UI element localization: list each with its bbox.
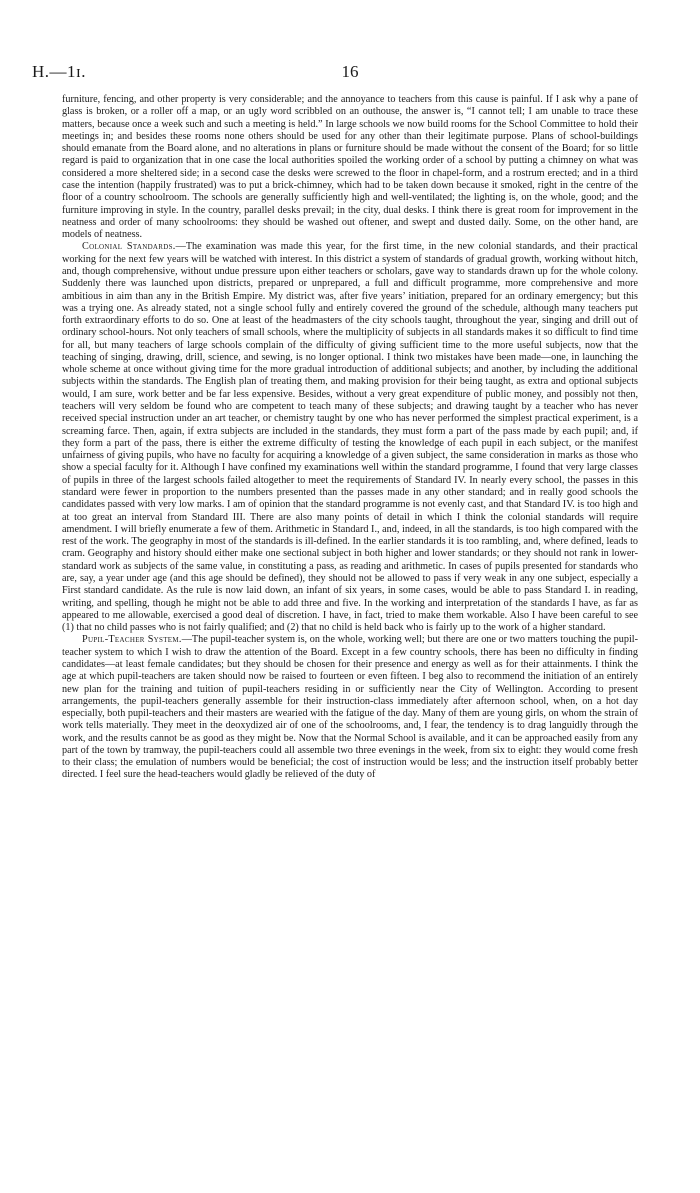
section-heading-colonial-standards: Colonial Standards. xyxy=(82,241,176,253)
paragraph-text: furniture, fencing, and other property is very considerable; and the annoyance to teachers from this cause is painful. If I ask why a pane of glass is broken, or a roller off a map, or an ugly word scribbled on an outhouse, the answer is, “I cannot tell; I am unable to trace these matters, because once a week such and such a meeting is held.” In large schools we now build rooms for the School Committee to hold their meetings in; and besides these rooms none others should be used for any other than their legitimate purpose. Plans of school-buildings should emanate from the Board alone, and no alterations in plans or furniture should be made without the consent of the Board; for so little regard is paid to organization that in one case the local authorities spoiled the working order of a school by putting a chimney on what was considered a more sheltered side; in a second case the desks were screwed to the floor in chapel-form, and a rostrum erected; and in a third case the intention (happily frustrated) was to put a brick-chimney, which had to be taken down because it smoked, right in the centre of the floor of a country schoolroom. The schools are generally sufficiently high and well-ventilated; the lighting is, on the whole, good; and the furniture improving in style. In the country, parallel desks prevail; in the city, dual desks. I think there is great room for improvement in the neatness and order of many schoolrooms: they should be washed out oftener, and swept and dusted daily. Some, on the other hand, are models of neatness. xyxy=(62,94,638,241)
document-reference: H.—1ɪ. xyxy=(32,62,86,81)
page-number: 16 xyxy=(341,62,359,81)
paragraph-furniture xyxy=(62,94,638,241)
page-header xyxy=(32,62,668,84)
paragraph-text: —The pupil-teacher system is, on the whole, working well; but there are one or two matters touching the pupil-teacher system to which I wish to draw the attention of the Board. Except in a few country schools, there has been no difficulty in finding candidates—at least female candidates; but they should be chosen for their presence and energy as well as for their attainments. I think the age at which pupil-teachers are taken should now be raised to fourteen or even fifteen. I beg also to recommend the initiation of an entirely new plan for the training and tuition of pupil-teachers residing in or sufficiently near the City of Wellington. According to present arrangements, the pupil-teachers generally assemble for their instruction-class immediately after afternoon school, when, on a hot day especially, both pupil-teachers and their masters are wearied with the fatigue of the day. Many of them are young girls, on whom the strain of work tells materially. They meet in the deoxydized air of one of the schoolrooms, and, I fear, the tendency is to drag languidly through the work, and the results cannot be as good as they might be. Now that the Normal School is available, and it can be approached easily from any part of the town by tramway, the pupil-teachers could all assemble two three evenings in the week, from six to eight: they would come fresh to their class; the emulation of numbers would be beneficial; the cost of instruction would be less; and the instruction itself probably better directed. I feel sure the head-teachers would gladly be relieved of the duty of xyxy=(62,634,639,781)
paragraph-text: —The examination was made this year, for the first time, in the new colonial standards, and their practical working for the next few years will be watched with interest. In this district a system of standards of gradual growth, working without hitch, and, though comprehensive, without undue pressure upon either teachers or scholars, gave way to standards drawn up for the whole colony. Suddenly there was launched upon districts, prepared or unprepared, a full and difficult programme, more comprehensive and more ambitious in aim than any in the British Empire. My district was, after five years’ initiation, prepared for an ordinary emergency; but this was a trying one. As already stated, not a single school fully and entirely covered the ground of the schedule, although many teachers put forth extraordinary efforts to do so. One at least of the headmasters of the city schools taught, throughout the year, singing and drill out of ordinary school-hours. Not only teachers of small schools, where the multiplicity of subjects in all standards makes it so difficult to find time for all, but many teachers of large schools complain of the difficulty of giving sufficient time to the more useful subjects, now that the teaching of singing, drawing, drill, science, and sewing, is no longer optional. I think two mistakes have been made—one, in launching the whole scheme at once without giving time for the more gradual introduction of additional subjects; and another, by including the additional subjects within the standards. The English plan of treating them, and making provision for their being taught, as extra and optional subjects would, I am sure, work better and be far less expensive. Besides, without a very great expenditure of public money, and possibly not then, teachers will very seldom be found who are competent to teach many of these subjects; and drawing taught by a teacher who has never received special instruction under an art teacher, or chemistry taught by one who has never performed the simplest practical experiment, is a screaming farce. Then, again, if extra subjects are included in the standards, they must form a part of the pass made by each pupil; and, if they form a part of the pass, there is either the extreme difficulty of testing the knowledge of each pupil in each subject, or the manifest unfairness of giving pupils, who have no faculty for acquiring a knowledge of a given subject, the same consideration in marks as those who show a special faculty for it. Although I have confined my examinations well within the standard programme, I found that very large classes of pupils in three of the largest schools failed altogether to meet the requirements of Standard IV. In nearly every school, the passes in this standard were fewer in proportion to the numbers presented than the passes made in any other standard; and in really good schools the candidates passed with very low marks. I am of opinion that the standard programme is not evenly cast, and that Standard IV. is too high and at too great an interval from Standard III. There are also many points of detail in which I think the colonial standards will require amendment. I will briefly enumerate a few of them. Arithmetic in Standard I., and, indeed, in all the standards, is too high compared with the rest of the work. The geography in most of the standards is ill-defined. In the earlier standards it is too rambling, and, where defined, leads to cram. Geography and history should either make one sectional subject in both higher and lower standards; or they should not rank in lower-standard work as subjects of the same value, in constituting a pass, as reading and arithmetic. In cases of pupils presented for standards who are, say, a year under age (and this age should be defined), they should not be allowed to pass if very weak in any one subject, especially a First standard candidate. As the rule is now laid down, an infant of six years, in some cases, would be able to pass Standard I. in reading, writing, and spelling, though he might not be able to add three and five. In the working and interpretation of the standards I have, as far as appeared to me allowable, exercised a good deal of discretion. I have, in fact, tried to make them workable. Also I have been careful to see (1) that no child passes who is not fairly qualified; and (2) that no child is held back who is fairly up to the work of a higher standard. xyxy=(62,241,638,634)
paragraph-pupil-teacher-system xyxy=(62,634,638,781)
paragraph-colonial-standards xyxy=(62,241,638,634)
section-heading-pupil-teacher-system: Pupil-Teacher System. xyxy=(82,634,182,646)
body-text xyxy=(62,94,638,782)
